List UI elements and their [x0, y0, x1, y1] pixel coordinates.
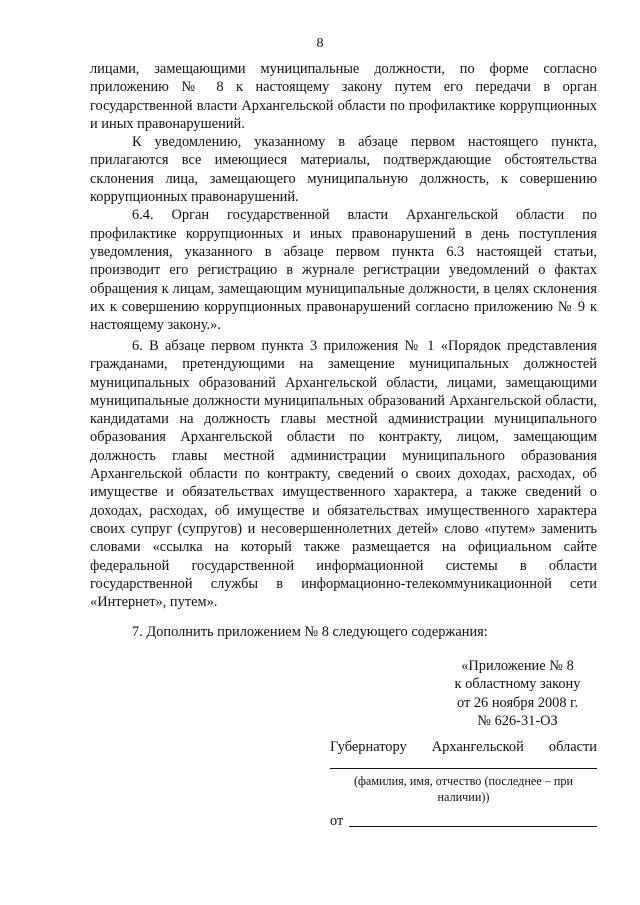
page-number: 8 [316, 36, 324, 51]
paragraph-6: 6. В абзаце первом пункта 3 приложения № 1 «Порядок представления гражданами, претендующими на замещение муниципальных должностей муниципальных образований Архангельской области, лицами, замещающими муниципальные должности муниципальных образований Архангельской области, кандидатами на должность главы местной администрации муниципального образования Архангельской области по контракту, лицом, замещающим должность главы местной администрации муниципального образования Архангельской области по контракту, сведений о своих доходах, расходах, об имуществе и обязательствах имущественного характера, а также сведений о доходах, расходах, об имуществе и обязательствах имущественного характера своих супруг (супругов) и несовершеннолетних детей» слово «путем» заменить словами «ссылка на который также размещается на официальном сайте федеральной государственной информационной системы в области государственной службы в информационно-телекоммуникационной сети «Интернет», путем». [90, 338, 597, 611]
from-row [330, 813, 597, 830]
from-label: от [330, 813, 344, 829]
addressee-governor: Губернатору Архангельской области [330, 739, 597, 755]
paragraph-6-4: 6.4. Орган государственной власти Архангельской области по профилактике коррупционных и иных правонарушений в день поступления уведомления, указанного в абзаце первом пункта 6.3 настоящей статьи, производит его регистрацию в журнале регистрации уведомлений о фактах обращения к лицам, замещающим муниципальные должности, в целях склонения их к совершению коррупционных правонарушений согласно приложению № 9 к настоящему закону.». [90, 207, 597, 334]
appendix-header [430, 657, 605, 730]
appendix-law-ref: к областному закону [454, 676, 581, 693]
name-fill-line [330, 768, 597, 769]
from-fill-line [349, 826, 597, 827]
paragraph-continuation: лицами, замещающими муниципальные должности, по форме согласно приложению № 8 к настоящему закону путем его передачи в орган государственной власти Архангельской области по профилактике коррупционных и иных правонарушений. [90, 61, 597, 132]
paragraph-attachments: К уведомлению, указанному в абзаце первом настоящего пункта, прилагаются все имеющиеся материалы, подтверждающие обстоятельства склонения лица, замещающего муниципальную должность, к совершению коррупционных правонарушений. [90, 134, 597, 206]
appendix-title: «Приложение № 8 [461, 658, 574, 674]
amendment-paragraph-6-block [90, 337, 597, 611]
name-hint: (фамилия, имя, отчество (последнее – при наличии)) [353, 774, 574, 804]
appendix-date: от 26 ноября 2008 г. [456, 694, 579, 711]
article-paragraphs-top [90, 60, 597, 334]
amendment-paragraph-7-block [90, 623, 597, 641]
paragraph-7: 7. Дополнить приложением № 8 следующего содержания: [132, 624, 488, 640]
appendix-number: № 626-31-ОЗ [477, 712, 558, 729]
addressee-block [330, 738, 597, 830]
